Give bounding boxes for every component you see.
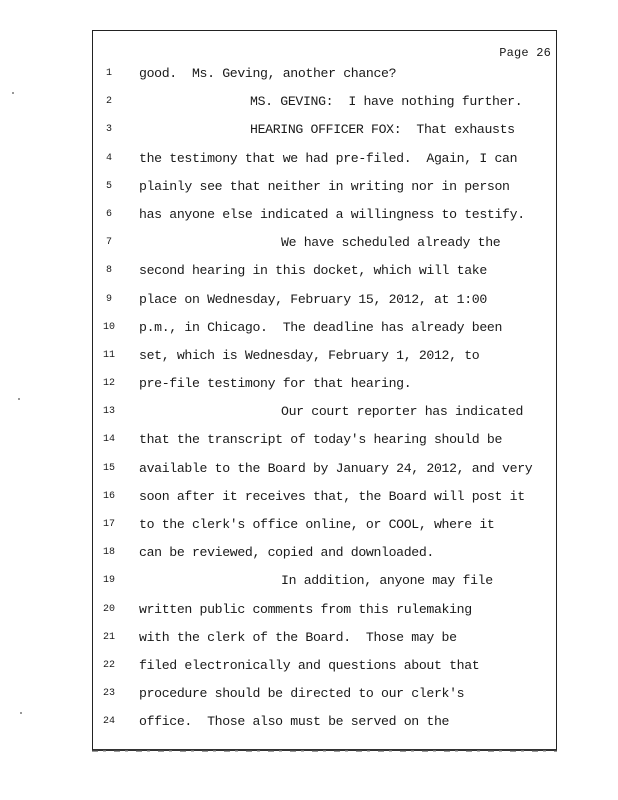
- scan-speck: [12, 92, 14, 94]
- transcript-line: office. Those also must be served on the: [139, 714, 450, 730]
- line-number: 2: [105, 96, 112, 108]
- line-number: 15: [102, 462, 115, 474]
- transcript-line: with the clerk of the Board. Those may be: [139, 629, 457, 645]
- transcript-line: to the clerk's office online, or COOL, where it: [139, 517, 495, 532]
- line-number: 5: [105, 180, 112, 192]
- scan-speck: [18, 398, 20, 400]
- line-number: 20: [102, 603, 115, 615]
- line-number: 24: [102, 716, 115, 728]
- line-number: 17: [102, 519, 115, 530]
- scan-noise-strip: [92, 750, 557, 752]
- transcript-line: MS. GEVING: I have nothing further.: [250, 94, 523, 110]
- transcript-line: In addition, anyone may file: [281, 573, 493, 589]
- line-number: 21: [102, 631, 115, 643]
- transcript-line: written public comments from this rulemaking: [139, 601, 472, 617]
- page-number: Page 26: [499, 46, 551, 60]
- transcript-line: procedure should be directed to our clerk's: [139, 686, 465, 702]
- line-number: 11: [102, 349, 115, 361]
- transcript-line: set, which is Wednesday, February 1, 2012, to: [139, 347, 480, 363]
- line-number: 13: [102, 406, 115, 418]
- transcript-line: place on Wednesday, February 15, 2012, at 1:00: [139, 291, 487, 307]
- transcript-line: HEARING OFFICER FOX: That exhausts: [250, 122, 515, 138]
- transcript-line: pre-file testimony for that hearing.: [139, 376, 412, 392]
- line-number: 4: [105, 152, 112, 164]
- line-number: 23: [102, 688, 115, 700]
- line-number: 6: [105, 208, 112, 220]
- line-number: 14: [102, 434, 115, 446]
- line-number: 10: [102, 321, 115, 333]
- transcript-line: good. Ms. Geving, another chance?: [139, 66, 397, 81]
- transcript-line: the testimony that we had pre-filed. Again, I can: [139, 150, 518, 166]
- transcript-line: that the transcript of today's hearing should be: [139, 432, 503, 448]
- line-number: 22: [102, 659, 115, 671]
- transcript-line: p.m., in Chicago. The deadline has already been: [139, 319, 503, 335]
- transcript-line: We have scheduled already the: [281, 235, 501, 251]
- line-number: 19: [102, 575, 115, 587]
- transcript-body: [139, 64, 551, 741]
- transcript-line: soon after it receives that, the Board will post it: [139, 488, 525, 504]
- transcript-line: can be reviewed, copied and downloaded.: [139, 545, 434, 561]
- line-number: 9: [105, 293, 112, 305]
- transcript-line: second hearing in this docket, which will take: [139, 263, 487, 279]
- line-number: 16: [102, 490, 115, 502]
- line-number: 3: [105, 124, 112, 136]
- line-number: 7: [105, 237, 112, 249]
- line-number: 12: [102, 378, 115, 390]
- transcript-line: has anyone else indicated a willingness to testify.: [139, 206, 525, 222]
- transcript-line: plainly see that neither in writing nor in person: [139, 178, 510, 194]
- transcript-line: filed electronically and questions about that: [139, 657, 480, 673]
- line-number: 18: [102, 547, 115, 559]
- transcript-line: Our court reporter has indicated: [281, 404, 524, 420]
- line-number: 1: [105, 68, 112, 79]
- line-number-column: [95, 64, 123, 741]
- line-number: 8: [105, 265, 112, 277]
- transcript-line: available to the Board by January 24, 2012, and very: [139, 460, 533, 476]
- scan-speck: [20, 712, 22, 714]
